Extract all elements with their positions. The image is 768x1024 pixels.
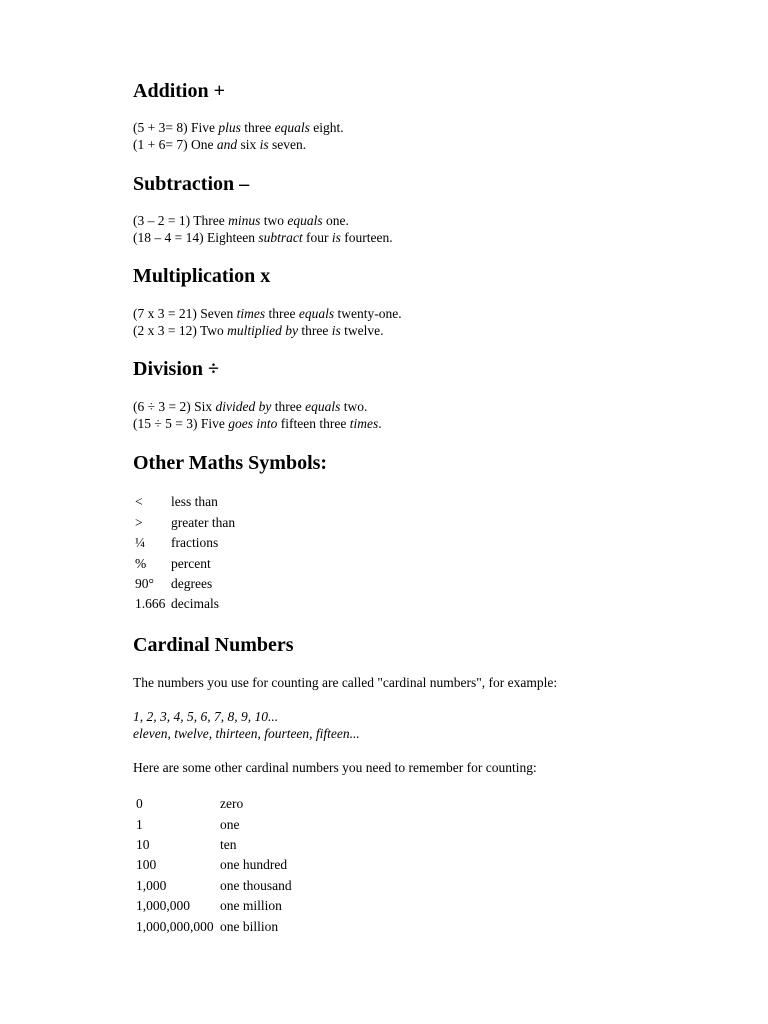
cardinal-word: one thousand [220, 878, 292, 893]
cardinal-intro-2: Here are some other cardinal numbers you need to remember for counting: [133, 760, 537, 775]
multiplication-example-1: (7 x 3 = 21) Seven times three equals twenty-one. [133, 306, 402, 321]
symbol: % [135, 556, 147, 571]
symbol-meaning: decimals [171, 596, 219, 611]
cardinal-word: zero [220, 796, 244, 811]
cardinal-number: 0 [136, 796, 143, 811]
cardinal-number: 10 [136, 837, 150, 852]
symbol-meaning: percent [171, 556, 211, 571]
symbol-meaning: less than [171, 494, 218, 509]
addition-example-2: (1 + 6= 7) One and six is seven. [133, 137, 307, 152]
cardinal-number: 1,000,000 [136, 898, 190, 913]
addition-heading: Addition + [133, 80, 225, 102]
division-example-2: (15 ÷ 5 = 3) Five goes into fifteen three times. [133, 416, 382, 431]
division-example-1: (6 ÷ 3 = 2) Six divided by three equals two. [133, 399, 368, 414]
symbol: > [135, 515, 143, 530]
symbols-heading: Other Maths Symbols: [133, 452, 328, 474]
subtraction-example-1: (3 – 2 = 1) Three minus two equals one. [133, 213, 349, 228]
multiplication-example-2: (2 x 3 = 12) Two multiplied by three is twelve. [133, 323, 384, 338]
division-heading: Division ÷ [133, 358, 219, 380]
cardinal-example-words: eleven, twelve, thirteen, fourteen, fifteen... [133, 726, 360, 741]
symbol: ¼ [135, 535, 146, 550]
cardinal-heading: Cardinal Numbers [133, 634, 294, 656]
cardinal-word: ten [220, 837, 237, 852]
cardinal-word: one million [220, 898, 282, 913]
cardinal-intro: The numbers you use for counting are called "cardinal numbers", for example: [133, 675, 558, 690]
symbol-meaning: degrees [171, 576, 213, 591]
symbol-meaning: fractions [171, 535, 219, 550]
cardinal-word: one [220, 817, 240, 832]
subtraction-example-2: (18 – 4 = 14) Eighteen subtract four is fourteen. [133, 230, 393, 245]
cardinal-word: one billion [220, 919, 279, 934]
cardinal-number: 1,000 [136, 878, 167, 893]
cardinal-number: 1,000,000,000 [136, 919, 214, 934]
symbol: 1.666 [135, 596, 166, 611]
cardinal-number: 1 [136, 817, 143, 832]
symbol: < [135, 494, 143, 509]
cardinal-word: one hundred [220, 857, 288, 872]
addition-example-1: (5 + 3= 8) Five plus three equals eight. [133, 120, 344, 135]
cardinal-example-numbers: 1, 2, 3, 4, 5, 6, 7, 8, 9, 10... [133, 709, 279, 724]
symbol: 90° [135, 576, 154, 591]
symbol-meaning: greater than [171, 515, 236, 530]
multiplication-heading: Multiplication x [133, 265, 271, 287]
subtraction-heading: Subtraction – [133, 173, 250, 195]
cardinal-number: 100 [136, 857, 157, 872]
